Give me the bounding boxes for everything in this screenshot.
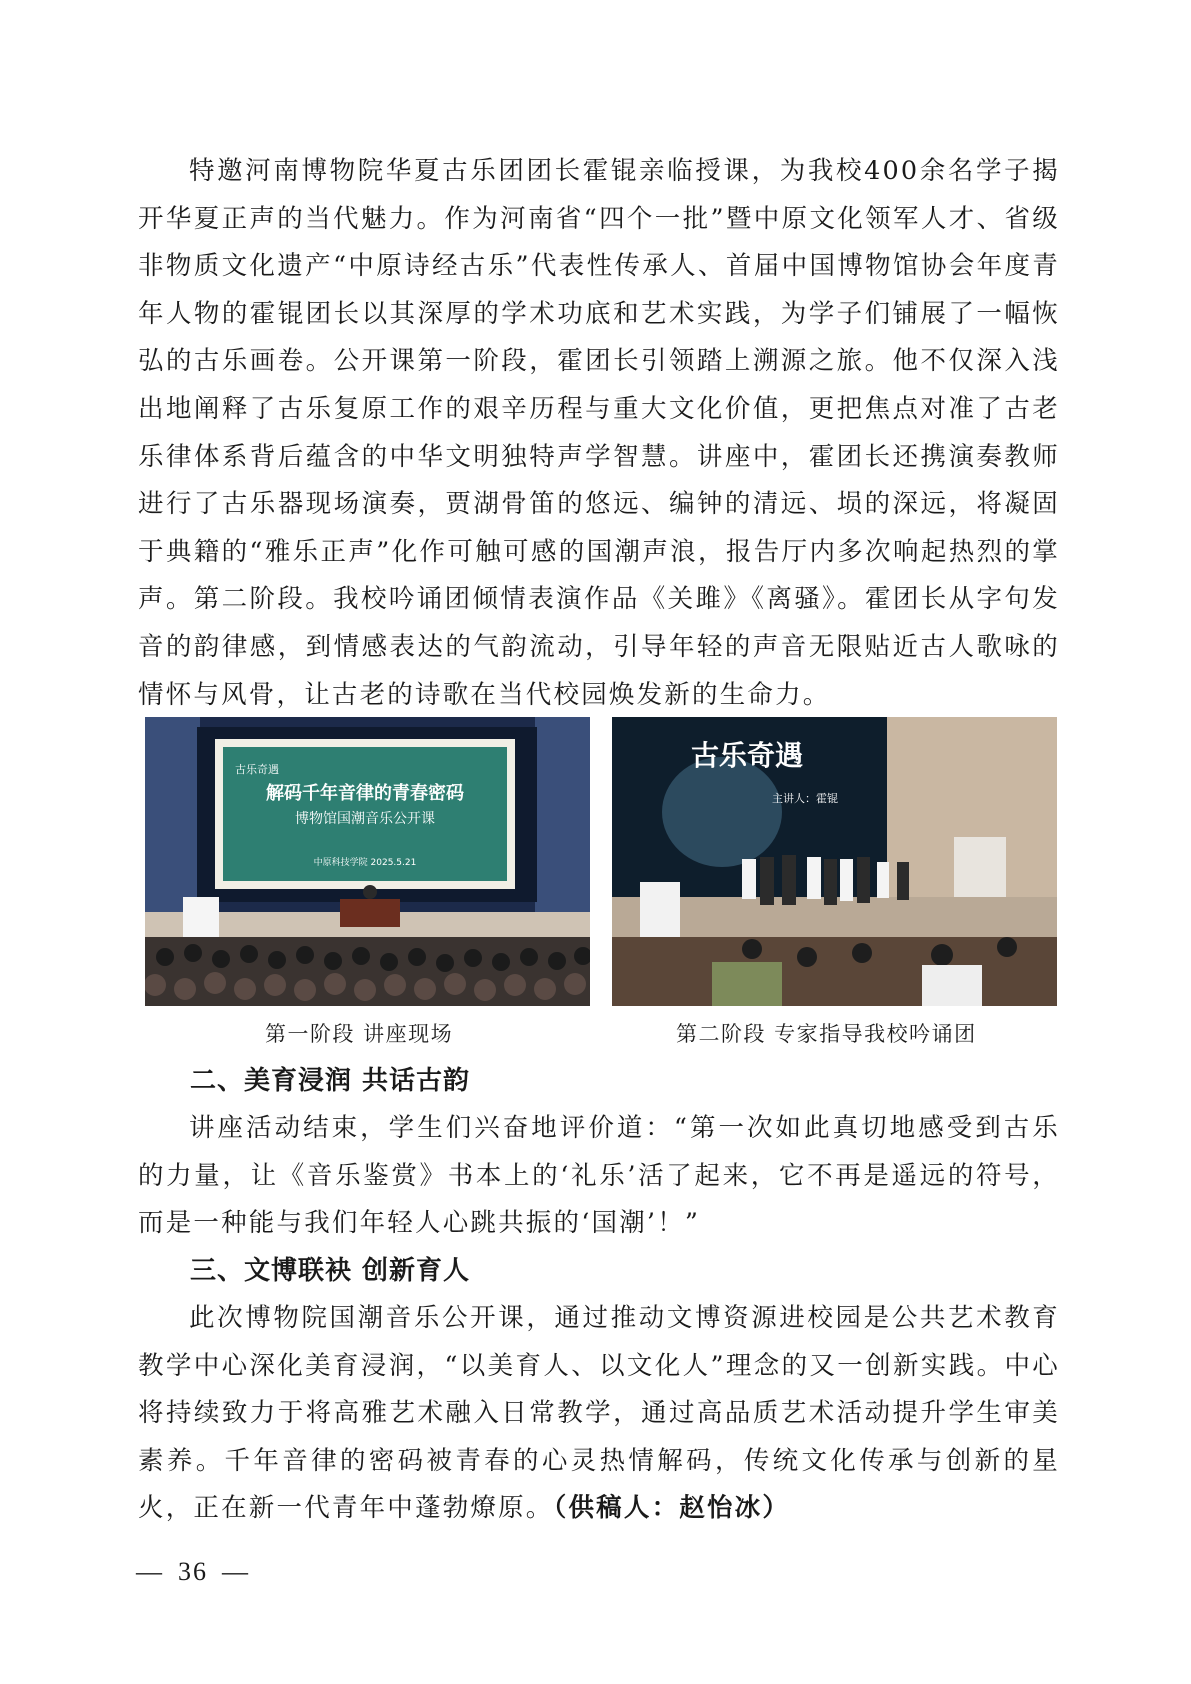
screen-title: 古乐奇遇 [690,739,804,772]
author-credit: （供稿人：赵怡冰） [553,1493,791,1524]
paragraph-3-text: 此次博物院国潮音乐公开课，通过推动文博资源进校园是公共艺术教育教学中心深化美育浸润，“以美育人、以文化人”理念的又一创新实践。中心将持续致力于将高雅艺术融入日常教学，通过高品质艺术活动提升学生审美素养。千年音律的密码被青春的心灵热情解码，传统文化传承与创新的星火，正在新一代青年中蓬勃燎原。 [138,1303,1060,1524]
screen-footer: 中原科技学院 2025.5.21 [313,858,417,868]
paragraph-1: 特邀河南博物院华夏古乐团团长霍锟亲临授课，为我校400余名学子揭开华夏正声的当代魅力。作为河南省“四个一批”暨中原文化领军人才、省级非物质文化遗产“中原诗经古乐”代表性传承人、首届中国博物馆协会年度青年人物的霍锟团长以其深厚的学术功底和艺术实践，为学子们铺展了一幅恢弘的古乐画卷。公开课第一阶段，霍团长引领踏上溯源之旅。他不仅深入浅出地阐释了古乐复原工作的艰辛历程与重大文化价值，更把焦点对准了古老乐律体系背后蕴含的中华文明独特声学智慧。讲座中，霍团长还携演奏教师进行了古乐器现场演奏，贾湖骨笛的悠远、编钟的清远、埙的深远，将凝固于典籍的“雅乐正声”化作可触可感的国潮声浪，报告厅内多次响起热烈的掌声。第二阶段。我校吟诵团倾情表演作品《关雎》《离骚》。霍团长从字句发音的韵律感，到情感表达的气韵流动，引导年轻的声音无限贴近古人歌咏的情怀与风骨，让古老的诗歌在当代校园焕发新的生命力。 [138,156,1060,710]
paragraph-2: 讲座活动结束，学生们兴奋地评价道：“第一次如此真切地感受到古乐的力量，让《音乐鉴赏》书本上的‘礼乐’活了起来，它不再是遥远的符号，而是一种能与我们年轻人心跳共振的‘国潮’！” [138,1113,1060,1239]
page-dash-right: — [222,1557,250,1586]
screen-main-title: 解码千年音律的青春密码 [266,783,464,804]
page-number-value: 36 [178,1557,208,1586]
caption-photo-1: 第一阶段 讲座现场 [265,1022,454,1046]
page-dash-left: — [136,1557,164,1586]
caption-photo-2: 第二阶段 专家指导我校吟诵团 [676,1022,977,1046]
page-number [136,1557,250,1587]
photo-lecture-scene [145,717,590,1006]
paragraph-3 [138,1295,1060,1533]
section-heading-2: 二、美育浸润 共话古韵 [190,1066,471,1096]
screen-small-title: 古乐奇遇 [235,763,279,776]
section-heading-3: 三、文博联袂 创新育人 [190,1256,471,1286]
screen-speaker: 主讲人：霍锟 [772,792,838,805]
screen-subtitle: 博物馆国潮音乐公开课 [295,811,435,827]
photo-recitation-group [612,717,1057,1006]
